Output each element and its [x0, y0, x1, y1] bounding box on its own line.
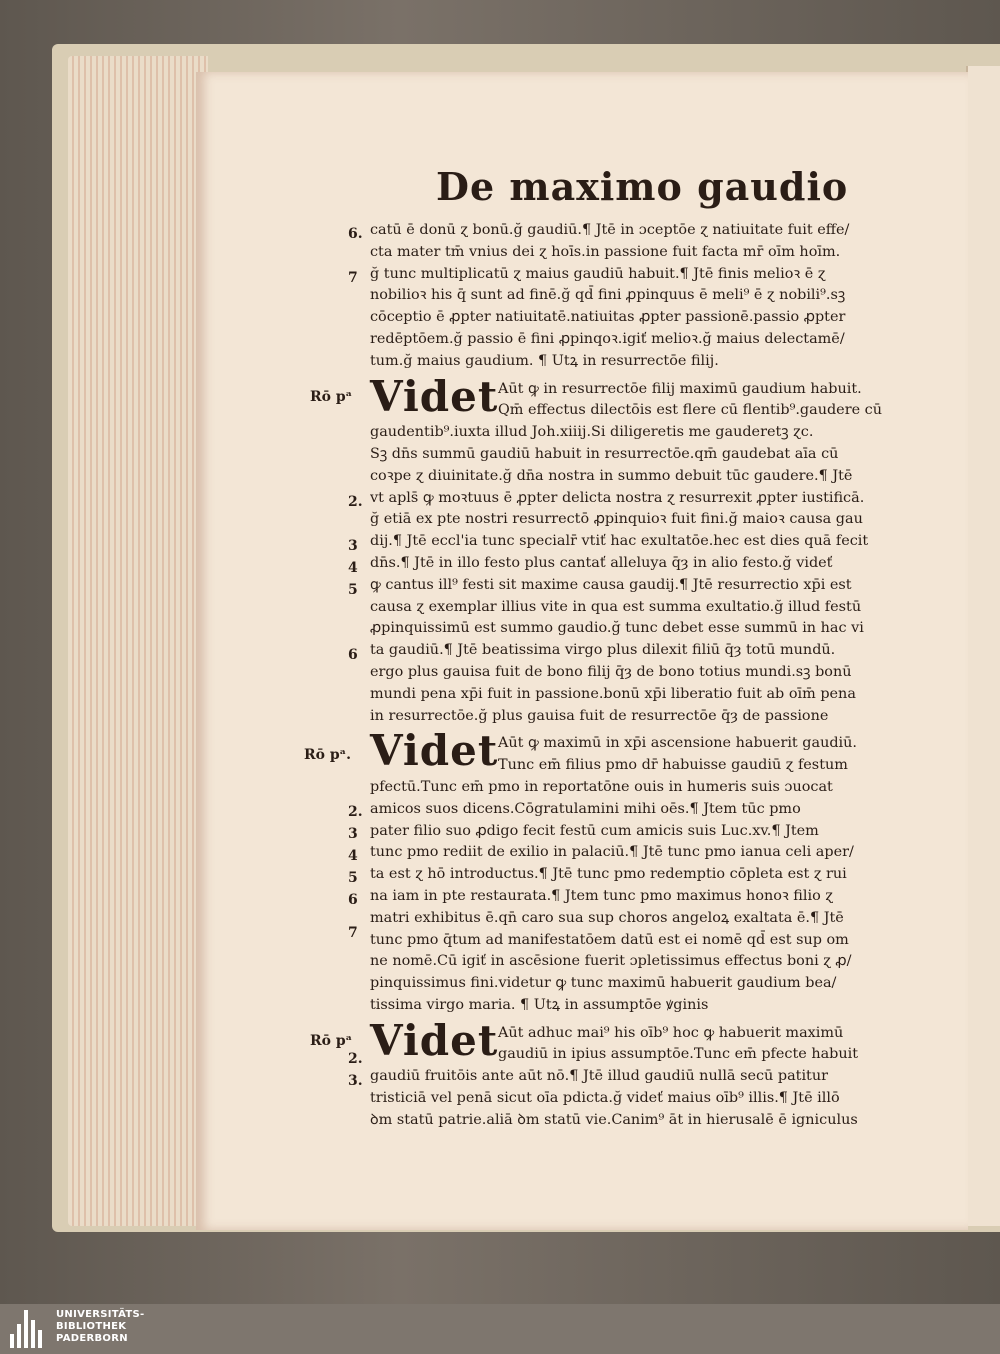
section-marker: Rō pᵃ.: [304, 747, 352, 764]
text-line: catū ē donū ɀ bonū.ğ gaudiū.¶ Jtē in ɔceptōe ɀ natiuitate fuit effe/: [370, 222, 850, 238]
text-line: redēptōem.ğ passio ē fini ꝓpinqoꝛ.igiť melioꝛ.ğ maius delectamē/: [370, 330, 845, 347]
text-line: Aūt ꝙ maximū in xp̄i ascensione habuerit gaudiū.: [498, 735, 858, 752]
margin-number: 3: [348, 537, 358, 554]
page-title: De maximo gaudio: [436, 164, 849, 209]
margin-number: 6: [348, 892, 358, 909]
margin-number: 3: [348, 826, 358, 843]
margin-number: 6.: [348, 226, 363, 242]
text-line: mundi pena xp̄i fuit in passione.bonū xp̄i liberatio fuit ab oīm̄ pena: [370, 685, 856, 702]
text-line: tum.ğ maius gaudium. ¶ Utꝝ in resurrectōe filij.: [370, 352, 719, 369]
library-logo-icon: [10, 1310, 50, 1348]
facing-page-edge: [966, 66, 1000, 1226]
text-line: ꝺm statū patrie.aliā ꝺm statū vie.Canim⁹ āt in hierusalē ē igniculus: [370, 1111, 858, 1128]
margin-number: 7: [348, 925, 358, 942]
initial-word: Videt: [370, 1015, 499, 1065]
margin-number: 7: [348, 270, 358, 286]
library-name-line: PADERBORN: [56, 1333, 128, 1344]
text-line: Tunc em̄ filius pmo dr̄ habuisse gaudiū ɀ festum: [498, 757, 848, 774]
text-line: Aūt adhuc mai⁹ his oīb⁹ hoc ꝙ habuerit maximū: [498, 1024, 844, 1041]
text-line: na iam in pte restaurata.¶ Jtem tunc pmo maximus honoꝛ filio ɀ: [370, 887, 833, 904]
text-line: Aūt ꝙ in resurrectōe filij maximū gaudium habuit.: [498, 380, 862, 397]
section-marker: Rō pᵃ: [310, 1032, 353, 1049]
section-assumption: [310, 1015, 882, 1132]
text-line: gaudiū fruitōis ante aūt nō.¶ Jtē illud gaudiū nullā secū patitur: [370, 1068, 828, 1085]
text-line: dij.¶ Jtē eccl'ia tunc specialr̄ vtiť hac exultatōe.hec est dies quā fecit: [370, 533, 869, 550]
text-block: [304, 220, 882, 1132]
text-line: ğ etiā ex pte nostri resurrectō ꝓpinquioꝛ fuit fini.ğ maioꝛ causa gau: [370, 511, 863, 528]
margin-number: 2.: [348, 493, 363, 510]
margin-number: 4: [348, 848, 358, 865]
text-line: cōceptio ē ꝓpter natiuitatē.natiuitas ꝓpter passionē.passio ꝓpter: [370, 309, 846, 326]
text-line: nobilioꝛ his q̄ sunt ad finē.ğ qd̄ fini ꝓpinquus ē meli⁹ ē ɀ nobili⁹.sꝫ: [370, 287, 846, 304]
text-line: coꝛpe ɀ diuinitate.ğ dn̄a nostra in summo debuit tūc gaudere.¶ Jtē: [370, 467, 853, 484]
text-line: tunc pmo q̄tum ad manifestatōem datū est ei nomē qd̄ est sup om: [370, 931, 849, 948]
text-line: ꝙ cantus ill⁹ festi sit maxime causa gaudij.¶ Jtē resurrectio xp̄i est: [370, 576, 852, 593]
text-line: ta gaudiū.¶ Jtē beatissima virgo plus dilexit filiū q̄ȝ totū mundū.: [370, 642, 836, 659]
text-line: in resurrectōe.ğ plus gauisa fuit de resurrectōe q̄ȝ de passione: [370, 707, 829, 724]
text-line: causa ɀ exemplar illius vite in qua est summa exultatio.ğ illud festū: [370, 598, 862, 615]
text-line: tunc pmo rediit de exilio in palaciū.¶ Jtē tunc pmo ianua celi aper/: [370, 844, 854, 861]
section-ascension: [304, 726, 882, 1016]
text-line: pater filio suo ꝓdigo fecit festū cum amicis suis Luc.xv.¶ Jtem: [370, 822, 819, 839]
library-name-line: UNIVERSITÄTS-: [56, 1309, 145, 1320]
text-line: ne nomē.Cū igiť in ascēsione fuerit ɔpletissimus effectus boni ɀ ꝓ/: [370, 953, 852, 970]
section-marker: Rō pᵃ: [310, 388, 353, 405]
text-line: cta mater tm̄ vnius dei ɀ hoīs.in passione fuit facta mr̄ oīm hoīm.: [370, 243, 841, 260]
text-line: vt apls̄ ꝙ moꝛtuus ē ꝓpter delicta nostra ɀ resurrexit ꝓpter iustificā.: [370, 489, 865, 506]
text-line: matri exhibitus ē.qn̄ caro sua sup choros angeloꝝ exaltata ē.¶ Jtē: [370, 909, 844, 926]
text-line: ꝓpinquissimū est summo gaudio.ğ tunc debet esse summū in hac vi: [370, 620, 864, 637]
margin-number: 2.: [348, 1050, 363, 1067]
text-line: ğ tunc multiplicatū ɀ maius gaudiū habuit.¶ Jtē finis melioꝛ ē ɀ: [370, 265, 826, 282]
margin-number: 4: [348, 559, 358, 576]
margin-number: 3.: [348, 1072, 363, 1089]
margin-number: 2.: [348, 804, 363, 821]
initial-word: Videt: [370, 371, 499, 421]
section-resurrection: [310, 371, 882, 728]
text-line: tissima virgo maria. ¶ Utꝝ in assumptōe ꝟginis: [370, 996, 709, 1013]
margin-number: 6: [348, 646, 358, 663]
text-line: amicos suos dicens.Cōgratulamini mihi oēs.¶ Jtem tūc pmo: [370, 800, 801, 817]
text-line: gaudiū in ipius assumptōe.Tunc em̄ pfecte habuit: [498, 1046, 859, 1063]
text-line: gaudentib⁹.iuxta illud Joh.xiiij.Si diligeretis me gauderetꝫ ɀc.: [370, 424, 814, 441]
text-line: dn̄s.¶ Jtē in illo festo plus cantať alleluya q̄ȝ in alio festo.ğ videť: [370, 554, 833, 571]
margin-number: 5: [348, 581, 358, 598]
text-line: ta est ɀ hō introductus.¶ Jtē tunc pmo redemptio cōpleta est ɀ rui: [370, 866, 847, 883]
text-line: ergo plus gauisa fuit de bono filij q̄ȝ de bono totius mundi.sꝫ bonū: [370, 663, 852, 680]
opening-paragraph: [348, 220, 882, 373]
margin-number: 5: [348, 870, 358, 887]
text-line: pfectū.Tunc em̄ pmo in reportatōne ouis in humeris suis ɔuocat: [370, 778, 833, 795]
library-footer: [0, 1304, 1000, 1354]
library-name: [56, 1309, 145, 1345]
initial-word: Videt: [370, 726, 499, 776]
library-name-line: BIBLIOTHEK: [56, 1321, 127, 1332]
text-line: tristiciā vel penā sicut oīa pdicta.ğ videť maius oīb⁹ illis.¶ Jtē illō: [370, 1090, 840, 1107]
text-line: Sꝫ dn̄s summū gaudiū habuit in resurrectōe.qm̄ gaudebat aīa cū: [370, 445, 839, 462]
page-edges: [68, 56, 208, 1226]
text-line: Qm̄ effectus dilectōis est flere cū flentib⁹.gaudere cū: [498, 402, 882, 419]
text-line: pinquissimus fini.videtur ꝙ tunc maximū habuerit gaudium bea/: [370, 975, 837, 992]
